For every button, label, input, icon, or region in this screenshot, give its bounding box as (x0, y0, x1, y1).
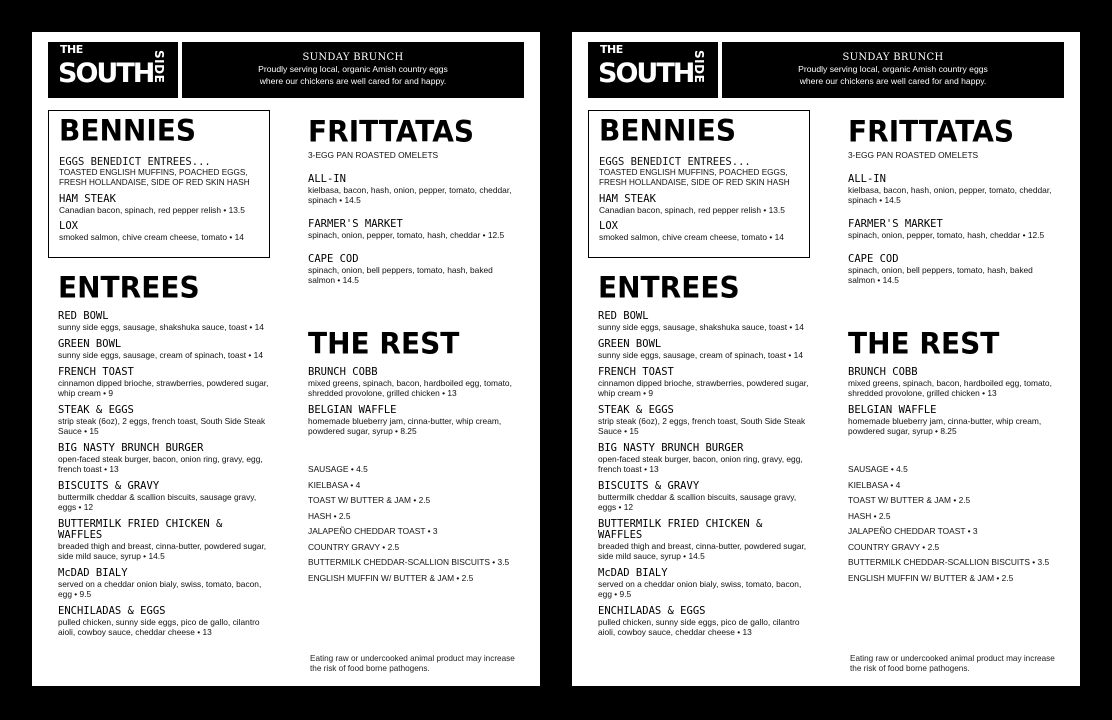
item-name: BELGIAN WAFFLE (848, 404, 937, 416)
menu-page-right (572, 32, 1080, 686)
item-name: BUTTERMILK FRIED CHICKEN & WAFFLES (598, 518, 763, 541)
side-item: COUNTRY GRAVY • 2.5 (308, 541, 400, 552)
item-desc: pulled chicken, sunny side eggs, pico de gallo, cilantro aioli, cowboy sauce, cheddar cheese • 13 (598, 617, 800, 637)
logo-side: SIDE (152, 50, 166, 84)
item-name: McDAD BIALY (58, 567, 128, 579)
item-name: ALL-IN (308, 173, 346, 185)
item-desc: cinnamon dipped brioche, strawberries, powdered sugar, whip cream • 9 (598, 378, 809, 398)
item-desc: spinach, onion, bell peppers, tomato, hash, baked salmon • 14.5 (308, 265, 493, 285)
bennies-heading: BENNIES (59, 113, 197, 148)
item-name: FARMER'S MARKET (308, 218, 403, 230)
logo-the: THE (600, 43, 623, 56)
frittatas-heading: FRITTATAS (308, 114, 475, 149)
item-name: FRENCH TOAST (598, 366, 674, 378)
menu-item (58, 481, 270, 512)
menu-item (308, 254, 518, 285)
item-desc: breaded thigh and breast, cinna-butter, powdered sugar, side mild sauce, syrup • 14.5 (58, 541, 267, 561)
side-item: SAUSAGE • 4.5 (308, 464, 368, 474)
menu-item (308, 405, 518, 436)
menu-item (58, 311, 270, 332)
item-name: GREEN BOWL (58, 338, 122, 350)
menu-item (308, 367, 518, 398)
logo-side: SIDE (692, 50, 706, 84)
item-desc: strip steak (6oz), 2 eggs, french toast, South Side Steak Sauce • 15 (598, 416, 806, 436)
item-desc: sunny side eggs, sausage, shakshuka sauce, toast • 14 (58, 322, 264, 332)
item-name: BUTTERMILK FRIED CHICKEN & WAFFLES (58, 518, 223, 541)
bennies-lead-name: EGGS BENEDICT ENTREES... (59, 156, 211, 168)
bennies-lead-desc: TOASTED ENGLISH MUFFINS, POACHED EGGS, FRESH HOLLANDAISE, SIDE OF RED SKIN HASH (59, 168, 250, 187)
item-name: BISCUITS & GRAVY (598, 480, 700, 492)
item-desc: spinach, onion, bell peppers, tomato, hash, baked salmon • 14.5 (848, 265, 1033, 285)
item-desc: mixed greens, spinach, bacon, hardboiled egg, tomato, shredded provolone, grilled chicken • 13 (308, 378, 512, 398)
menu-item (598, 606, 810, 637)
frittatas-section (308, 116, 518, 285)
logo-south: SOUTH (598, 58, 694, 89)
menu-item (598, 481, 810, 512)
item-desc: Canadian bacon, spinach, red pepper relish • 13.5 (599, 205, 785, 215)
the-rest-section (848, 328, 1058, 436)
banner-line1: Proudly serving local, organic Amish country eggs (798, 64, 988, 74)
frittatas-heading: FRITTATAS (848, 114, 1015, 149)
item-desc: kielbasa, bacon, hash, onion, pepper, tomato, cheddar, spinach • 14.5 (848, 185, 1052, 205)
frittatas-section (848, 116, 1058, 285)
brunch-banner (182, 42, 524, 98)
menu-item (848, 405, 1058, 436)
menu-item (58, 606, 270, 637)
item-desc: breaded thigh and breast, cinna-butter, powdered sugar, side mild sauce, syrup • 14.5 (598, 541, 807, 561)
item-name: ALL-IN (848, 173, 886, 185)
item-desc: kielbasa, bacon, hash, onion, pepper, tomato, cheddar, spinach • 14.5 (308, 185, 512, 205)
item-desc: spinach, onion, pepper, tomato, hash, cheddar • 12.5 (848, 230, 1045, 240)
item-desc: homemade blueberry jam, cinna-butter, whip cream, powdered sugar, syrup • 8.25 (848, 416, 1042, 436)
bennies-section (48, 110, 270, 258)
menu-item (308, 219, 518, 240)
southside-logo (48, 42, 178, 98)
brunch-banner (722, 42, 1064, 98)
frittatas-subheading: 3-EGG PAN ROASTED OMELETS (308, 150, 439, 160)
item-desc: sunny side eggs, sausage, shakshuka sauce, toast • 14 (598, 322, 804, 332)
entrees-section (598, 272, 810, 637)
menu-item (58, 443, 270, 474)
menu-item (598, 519, 810, 561)
menu-item (58, 367, 270, 398)
side-item: HASH • 2.5 (848, 510, 891, 521)
item-name: LOX (599, 220, 618, 232)
item-name: BELGIAN WAFFLE (308, 404, 397, 416)
item-name: BRUNCH COBB (848, 366, 918, 378)
item-name: CAPE COD (848, 253, 899, 265)
bennies-section (588, 110, 810, 258)
the-rest-heading: THE REST (308, 326, 460, 361)
item-desc: pulled chicken, sunny side eggs, pico de gallo, cilantro aioli, cowboy sauce, cheddar cheese • 13 (58, 617, 260, 637)
item-name: ENCHILADAS & EGGS (58, 605, 166, 617)
item-name: STEAK & EGGS (598, 404, 674, 416)
item-desc: smoked salmon, chive cream cheese, tomato • 14 (59, 232, 244, 242)
side-item: HASH • 2.5 (308, 510, 351, 521)
side-item: TOAST W/ BUTTER & JAM • 2.5 (848, 495, 971, 505)
menu-item (848, 174, 1058, 205)
item-desc: open-faced steak burger, bacon, onion ring, gravy, egg, french toast • 13 (598, 454, 803, 474)
side-item: ENGLISH MUFFIN W/ BUTTER & JAM • 2.5 (308, 572, 474, 583)
the-rest-heading: THE REST (848, 326, 1000, 361)
item-name: BISCUITS & GRAVY (58, 480, 160, 492)
item-name: HAM STEAK (599, 193, 656, 205)
item-name: BIG NASTY BRUNCH BURGER (598, 442, 744, 454)
side-item: KIELBASA • 4 (308, 479, 361, 490)
bennies-lead-name: EGGS BENEDICT ENTREES... (599, 156, 751, 168)
menu-item (848, 219, 1058, 240)
item-name: FARMER'S MARKET (848, 218, 943, 230)
menu-item (308, 174, 518, 205)
menu-item (59, 194, 259, 215)
side-item: TOAST W/ BUTTER & JAM • 2.5 (308, 495, 431, 505)
side-item: BUTTERMILK CHEDDAR-SCALLION BISCUITS • 3.5 (308, 557, 510, 567)
menu-item (598, 311, 810, 332)
item-name: CAPE COD (308, 253, 359, 265)
banner-title: SUNDAY BRUNCH (302, 52, 404, 63)
item-name: BIG NASTY BRUNCH BURGER (58, 442, 204, 454)
item-desc: mixed greens, spinach, bacon, hardboiled egg, tomato, shredded provolone, grilled chicken • 13 (848, 378, 1052, 398)
menu-item (59, 221, 259, 242)
item-desc: Canadian bacon, spinach, red pepper relish • 13.5 (59, 205, 245, 215)
banner-title: SUNDAY BRUNCH (842, 52, 944, 63)
entrees-heading: ENTREES (598, 270, 740, 305)
item-desc: sunny side eggs, sausage, cream of spinach, toast • 14 (58, 350, 263, 360)
the-rest-section (308, 328, 518, 436)
southside-logo (588, 42, 718, 98)
item-name: FRENCH TOAST (58, 366, 134, 378)
bennies-heading: BENNIES (599, 113, 737, 148)
item-desc: buttermilk cheddar & scallion biscuits, sausage gravy, eggs • 12 (58, 492, 257, 512)
banner-line2: where our chickens are well cared for and happy. (799, 76, 987, 86)
item-name: STEAK & EGGS (58, 404, 134, 416)
menu-item (848, 254, 1058, 285)
food-safety-note: Eating raw or undercooked animal product may increase the risk of food borne pathogens. (310, 654, 515, 673)
item-name: LOX (59, 220, 78, 232)
banner-line2: where our chickens are well cared for and happy. (259, 76, 447, 86)
menu-item (598, 568, 810, 599)
side-item: COUNTRY GRAVY • 2.5 (848, 541, 940, 552)
item-name: HAM STEAK (59, 193, 116, 205)
entrees-section (58, 272, 270, 637)
menu-item (599, 221, 799, 242)
side-item: KIELBASA • 4 (848, 479, 901, 490)
frittatas-subheading: 3-EGG PAN ROASTED OMELETS (848, 150, 979, 160)
item-name: BRUNCH COBB (308, 366, 378, 378)
menu-item (598, 405, 810, 436)
side-item: JALAPEÑO CHEDDAR TOAST • 3 (848, 526, 978, 536)
item-desc: homemade blueberry jam, cinna-butter, whip cream, powdered sugar, syrup • 8.25 (308, 416, 502, 436)
item-desc: served on a cheddar onion bialy, swiss, tomato, bacon, egg • 9.5 (58, 579, 262, 599)
item-desc: cinnamon dipped brioche, strawberries, powdered sugar, whip cream • 9 (58, 378, 269, 398)
menu-item (58, 405, 270, 436)
item-desc: sunny side eggs, sausage, cream of spinach, toast • 14 (598, 350, 803, 360)
item-desc: buttermilk cheddar & scallion biscuits, sausage gravy, eggs • 12 (598, 492, 797, 512)
banner-line1: Proudly serving local, organic Amish country eggs (258, 64, 448, 74)
menu-item (599, 194, 799, 215)
item-name: RED BOWL (58, 310, 109, 322)
sides-list (848, 462, 1058, 586)
item-name: RED BOWL (598, 310, 649, 322)
item-desc: strip steak (6oz), 2 eggs, french toast, South Side Steak Sauce • 15 (58, 416, 266, 436)
menu-page-left (32, 32, 540, 686)
item-desc: open-faced steak burger, bacon, onion ring, gravy, egg, french toast • 13 (58, 454, 263, 474)
side-item: ENGLISH MUFFIN W/ BUTTER & JAM • 2.5 (848, 572, 1014, 583)
item-name: McDAD BIALY (598, 567, 668, 579)
menu-item (58, 339, 270, 360)
item-desc: smoked salmon, chive cream cheese, tomato • 14 (599, 232, 784, 242)
bennies-lead-desc: TOASTED ENGLISH MUFFINS, POACHED EGGS, FRESH HOLLANDAISE, SIDE OF RED SKIN HASH (599, 168, 790, 187)
item-name: GREEN BOWL (598, 338, 662, 350)
food-safety-note: Eating raw or undercooked animal product may increase the risk of food borne pathogens. (850, 654, 1055, 673)
side-item: JALAPEÑO CHEDDAR TOAST • 3 (308, 526, 438, 536)
logo-the: THE (60, 43, 83, 56)
menu-item (598, 339, 810, 360)
menu-item (58, 519, 270, 561)
menu-item (598, 367, 810, 398)
side-item: BUTTERMILK CHEDDAR-SCALLION BISCUITS • 3.5 (848, 557, 1050, 567)
entrees-heading: ENTREES (58, 270, 200, 305)
menu-item (848, 367, 1058, 398)
item-desc: spinach, onion, pepper, tomato, hash, cheddar • 12.5 (308, 230, 505, 240)
logo-south: SOUTH (58, 58, 154, 89)
item-desc: served on a cheddar onion bialy, swiss, tomato, bacon, egg • 9.5 (598, 579, 802, 599)
sides-list (308, 462, 518, 586)
menu-item (598, 443, 810, 474)
menu-item (58, 568, 270, 599)
item-name: ENCHILADAS & EGGS (598, 605, 706, 617)
side-item: SAUSAGE • 4.5 (848, 464, 908, 474)
